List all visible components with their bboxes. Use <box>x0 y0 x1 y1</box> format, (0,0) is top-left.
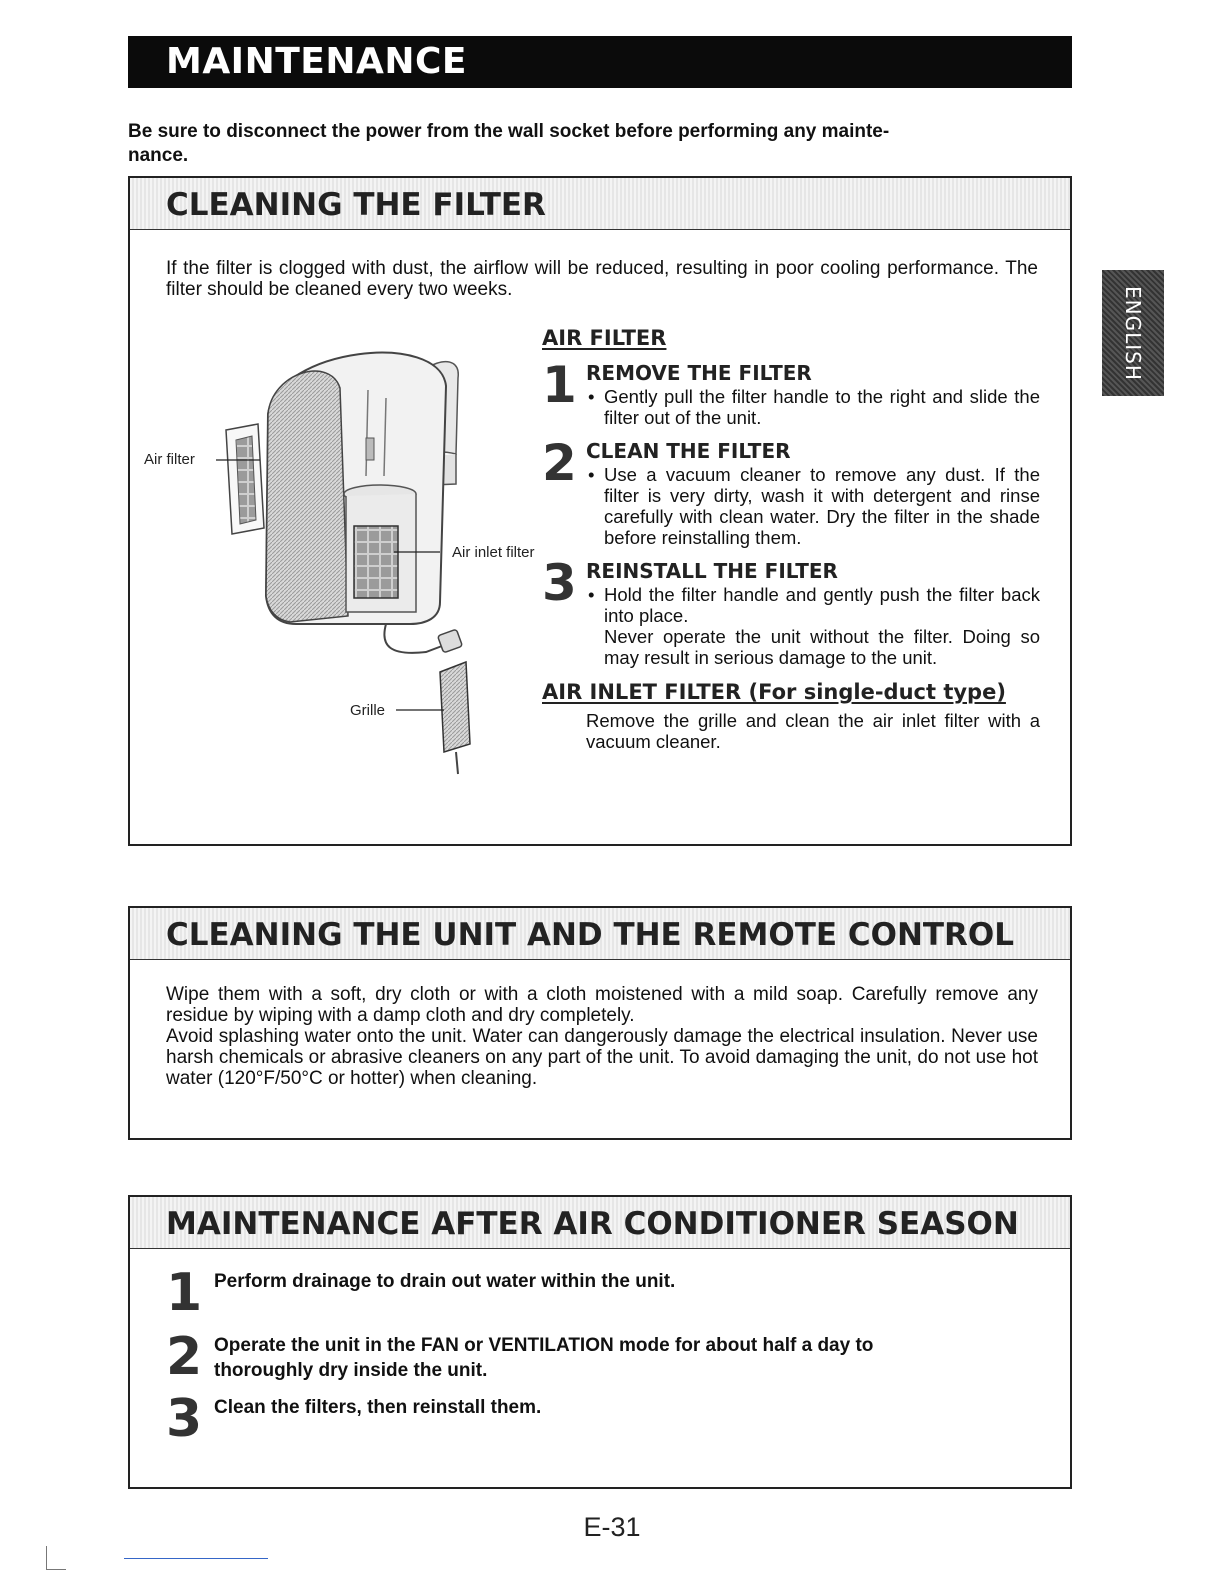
unit-cleaning-para-2: Avoid splashing water onto the unit. Water can dangerously damage the electrical insulation. Never use harsh chemicals or abrasive cleaners on any part of the unit. To avoid damaging the unit, do not use hot water (120°F/50°C or hotter) when cleaning. <box>166 1026 1038 1089</box>
filter-intro: If the filter is clogged with dust, the airflow will be reduced, resulting in poor cooling performance. The filter should be cleaned every two weeks. <box>166 258 1038 300</box>
air-filter-callout: Air filter <box>144 451 195 468</box>
section-title: CLEANING THE FILTER <box>130 178 1070 230</box>
power-warning: Be sure to disconnect the power from the wall socket before performing any mainte- nance. <box>128 121 890 166</box>
step-title: CLEAN THE FILTER <box>586 439 791 463</box>
filter-step-3 <box>542 554 1040 668</box>
step-text: • Gently pull the filter handle to the right and slide the filter out of the unit. <box>588 386 1040 428</box>
step-number: 1 <box>166 1263 203 1323</box>
bullet-icon: • <box>588 584 595 605</box>
air-inlet-filter-callout: Air inlet filter <box>452 544 535 561</box>
season-step-2 <box>166 1327 1026 1387</box>
season-step-3 <box>166 1389 1026 1449</box>
season-maintenance-section <box>128 1195 1072 1489</box>
section-title: MAINTENANCE AFTER AIR CONDITIONER SEASON <box>130 1197 1070 1249</box>
step-text: Operate the unit in the FAN or VENTILATION mode for about half a day to thoroughly dry inside the unit. <box>214 1335 874 1381</box>
step-warning-text: Never operate the unit without the filter. Doing so may result in serious damage to the unit. <box>604 626 1040 668</box>
filter-step-2 <box>542 434 1040 548</box>
step-title: REINSTALL THE FILTER <box>586 559 838 583</box>
step-number: 1 <box>542 356 577 414</box>
step-number: 2 <box>166 1327 203 1387</box>
step-number: 3 <box>542 554 577 612</box>
page-number: E-31 <box>583 1512 641 1542</box>
grille-callout: Grille <box>350 702 386 719</box>
language-tab: ENGLISH <box>1102 270 1164 396</box>
step-number: 2 <box>542 434 577 492</box>
section-title: CLEANING THE UNIT AND THE REMOTE CONTROL <box>130 908 1070 960</box>
unit-cleaning-text <box>166 984 1038 1089</box>
filter-step-1 <box>542 356 1040 428</box>
inlet-filter-text: Remove the grille and clean the air inlet filter with a vacuum cleaner. <box>586 710 1040 752</box>
air-conditioner-illustration <box>140 326 560 806</box>
air-inlet-filter-heading: AIR INLET FILTER (For single-duct type) <box>542 680 1006 704</box>
bullet-icon: • <box>588 386 595 407</box>
page-title: MAINTENANCE <box>128 36 1072 88</box>
step-number: 3 <box>166 1389 203 1449</box>
crop-mark <box>46 1546 66 1570</box>
footer-line <box>124 1558 268 1559</box>
step-text: Clean the filters, then reinstall them. <box>214 1397 542 1418</box>
filter-instructions <box>542 326 1040 752</box>
bullet-icon: • <box>588 464 595 485</box>
season-step-1 <box>166 1263 1026 1323</box>
step-text: Perform drainage to drain out water within the unit. <box>214 1271 676 1292</box>
step-text: • Hold the filter handle and gently push the filter back into place. <box>588 584 1040 626</box>
cleaning-filter-section <box>128 176 1072 846</box>
unit-diagram-icon <box>140 326 560 806</box>
unit-cleaning-para-1: Wipe them with a soft, dry cloth or with a cloth moistened with a mild soap. Carefully remove any residue by wiping with a damp cloth and dry completely. <box>166 984 1038 1026</box>
step-text: • Use a vacuum cleaner to remove any dust. If the filter is very dirty, wash it with detergent and rinse carefully with clean water. Dry the filter in the shade before reinstalling them. <box>588 464 1040 548</box>
air-filter-heading: AIR FILTER <box>542 326 667 350</box>
step-title: REMOVE THE FILTER <box>586 361 812 385</box>
cleaning-unit-section <box>128 906 1072 1140</box>
